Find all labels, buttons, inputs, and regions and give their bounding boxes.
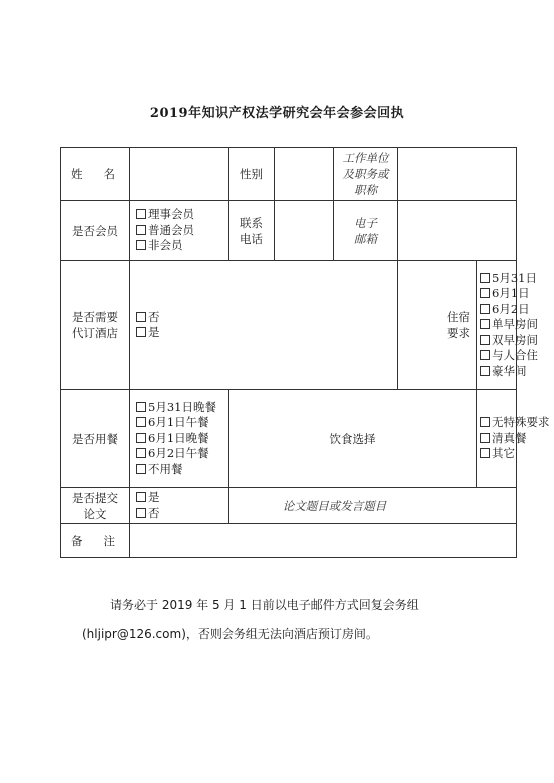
name-field[interactable] bbox=[130, 148, 229, 201]
checkbox-icon bbox=[136, 327, 146, 337]
stay-option-jun1[interactable]: 6月1日 bbox=[480, 286, 516, 302]
stay-option-double-breakfast[interactable]: 双早房间 bbox=[480, 333, 516, 349]
checkbox-icon bbox=[480, 288, 490, 298]
form-title: 2019年知识产权法学研究会年会参会回执 bbox=[149, 106, 405, 121]
checkbox-icon bbox=[480, 417, 490, 427]
paper-label: 是否提交 论文 bbox=[61, 488, 130, 524]
member-label: 是否会员 bbox=[61, 201, 130, 261]
checkbox-icon bbox=[480, 335, 490, 345]
stay-option-jun2[interactable]: 6月2日 bbox=[480, 302, 516, 318]
checkbox-icon bbox=[136, 492, 146, 502]
checkbox-icon bbox=[136, 448, 146, 458]
stay-option-deluxe[interactable]: 豪华间 bbox=[480, 364, 516, 380]
checkbox-icon bbox=[480, 433, 490, 443]
checkbox-icon bbox=[480, 350, 490, 360]
stay-option-single-breakfast[interactable]: 单早房间 bbox=[480, 317, 516, 333]
member-option-director[interactable]: 理事会员 bbox=[136, 207, 228, 223]
checkbox-icon bbox=[480, 366, 490, 376]
meal-label: 是否用餐 bbox=[61, 390, 130, 488]
name-label: 姓 名 bbox=[61, 148, 130, 201]
checkbox-icon bbox=[136, 417, 146, 427]
diet-option-halal[interactable]: 清真餐 bbox=[480, 431, 516, 447]
diet-option-none[interactable]: 无特殊要求 bbox=[480, 415, 516, 431]
checkbox-icon bbox=[136, 240, 146, 250]
phone-label: 联系 电话 bbox=[229, 201, 275, 261]
paper-title-field[interactable] bbox=[229, 488, 517, 524]
stay-option-shared[interactable]: 与人合住 bbox=[480, 348, 516, 364]
meal-option-jun1-lunch[interactable]: 6月1日午餐 bbox=[136, 415, 228, 431]
meal-option-jun2-lunch[interactable]: 6月2日午餐 bbox=[136, 446, 228, 462]
checkbox-icon bbox=[480, 319, 490, 329]
checkbox-icon bbox=[480, 304, 490, 314]
member-options bbox=[130, 201, 229, 261]
hotel-label: 是否需要 代订酒店 bbox=[61, 261, 130, 390]
email-field[interactable] bbox=[398, 201, 517, 261]
remark-field[interactable] bbox=[130, 524, 517, 558]
checkbox-icon bbox=[480, 273, 490, 283]
meal-option-may31-dinner[interactable]: 5月31日晚餐 bbox=[136, 400, 228, 416]
checkbox-icon bbox=[136, 508, 146, 518]
member-option-regular[interactable]: 普通会员 bbox=[136, 223, 228, 239]
phone-field[interactable] bbox=[275, 201, 334, 261]
work-unit-label: 工作单位 及职务或 职称 bbox=[334, 148, 398, 201]
checkbox-icon bbox=[136, 433, 146, 443]
paper-option-yes[interactable]: 是 bbox=[136, 490, 228, 506]
paper-title-label: 论文题目或发言题目 bbox=[282, 498, 387, 513]
hotel-option-yes[interactable]: 是 bbox=[136, 325, 397, 341]
deadline-note: 请务必于 2019 年 5 月 1 日前以电子邮件方式回复会务组 bbox=[110, 598, 419, 612]
diet-label: 饮食选择 bbox=[229, 390, 477, 488]
checkbox-icon bbox=[136, 402, 146, 412]
checkbox-icon bbox=[136, 225, 146, 235]
stay-label: 住宿 要求 bbox=[398, 261, 477, 390]
checkbox-icon bbox=[480, 448, 490, 458]
hotel-option-no[interactable]: 否 bbox=[136, 310, 397, 326]
checkbox-icon bbox=[136, 464, 146, 474]
checkbox-icon bbox=[136, 209, 146, 219]
gender-label: 性别 bbox=[229, 148, 275, 201]
stay-option-may31[interactable]: 5月31日 bbox=[480, 271, 516, 287]
diet-option-other[interactable]: 其它 bbox=[480, 446, 516, 462]
checkbox-icon bbox=[136, 312, 146, 322]
deadline-note-contact: (hljipr@126.com)，否则会务组无法向酒店预订房间。 bbox=[82, 627, 378, 641]
paper-option-no[interactable]: 否 bbox=[136, 506, 228, 522]
member-option-non-member[interactable]: 非会员 bbox=[136, 238, 228, 254]
work-unit-field[interactable] bbox=[398, 148, 517, 201]
meal-options bbox=[130, 390, 229, 488]
stay-options bbox=[477, 261, 538, 390]
registration-form-table bbox=[60, 147, 550, 558]
paper-options bbox=[130, 488, 229, 524]
diet-options bbox=[477, 390, 550, 488]
hotel-options bbox=[130, 261, 398, 390]
meal-option-none[interactable]: 不用餐 bbox=[136, 462, 228, 478]
gender-field[interactable] bbox=[275, 148, 334, 201]
meal-option-jun1-dinner[interactable]: 6月1日晚餐 bbox=[136, 431, 228, 447]
remark-label: 备 注 bbox=[61, 524, 130, 558]
email-label: 电子 邮箱 bbox=[334, 201, 398, 261]
